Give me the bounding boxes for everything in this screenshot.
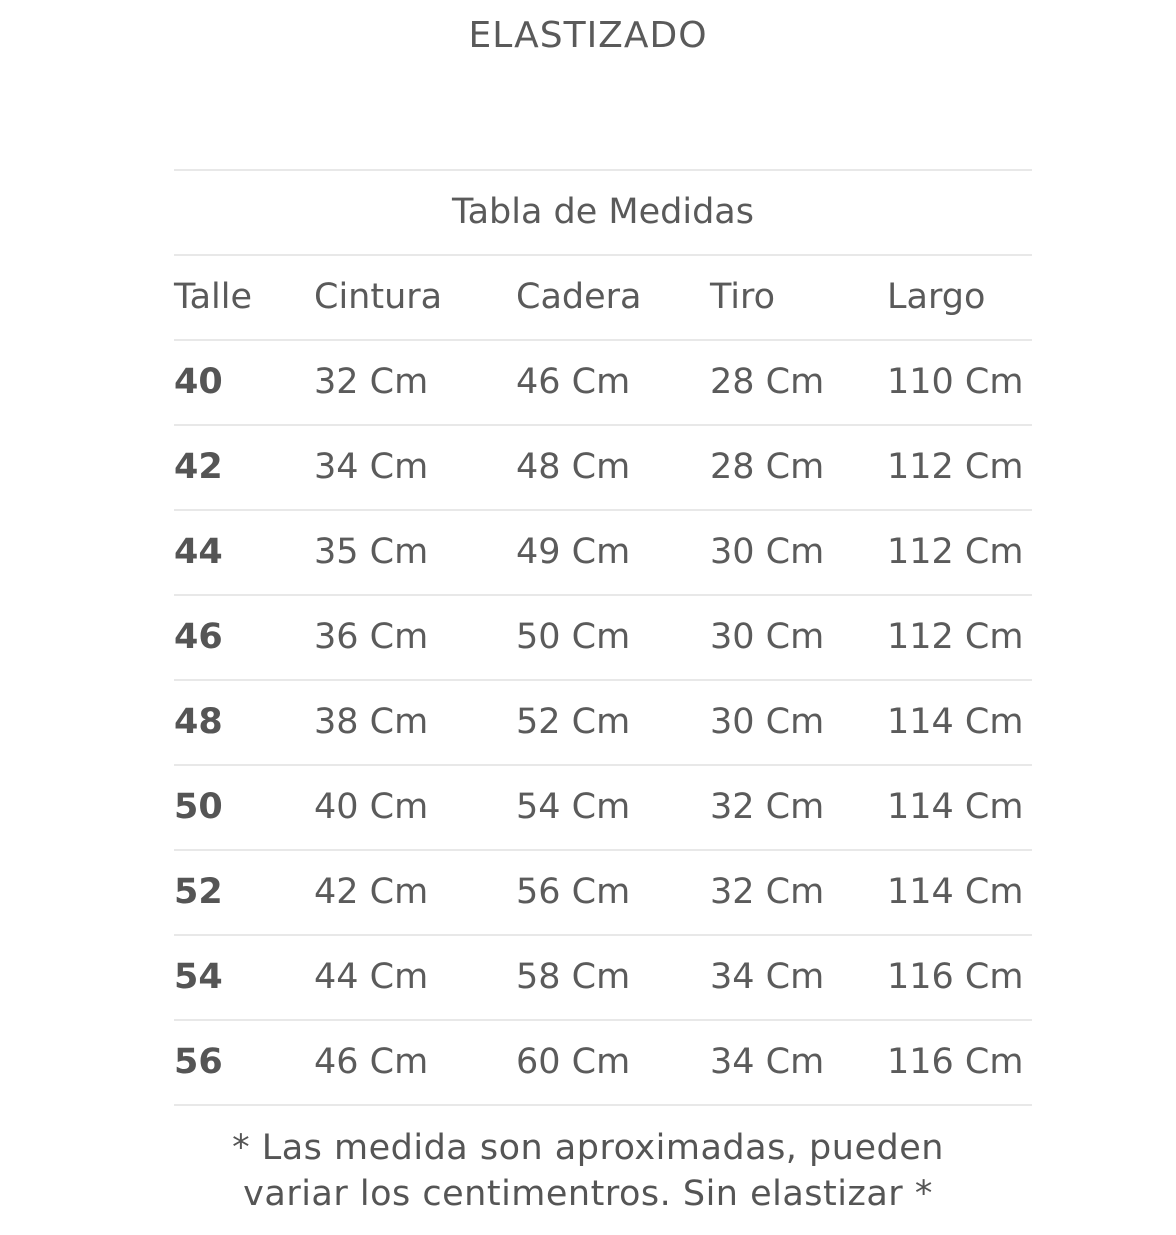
cell-cadera: 48 Cm [516,447,631,487]
cell-tiro: 30 Cm [710,617,825,657]
table-row [174,341,1032,426]
cell-largo: 114 Cm [887,872,1024,912]
cell-largo: 112 Cm [887,532,1024,572]
column-header-largo: Largo [887,277,986,317]
table-row [174,851,1032,936]
table-row [174,426,1032,511]
cell-cadera: 50 Cm [516,617,631,657]
cell-tiro: 32 Cm [710,872,825,912]
cell-talle: 46 [174,617,223,657]
cell-tiro: 32 Cm [710,787,825,827]
size-table [174,169,1032,1106]
cell-cadera: 54 Cm [516,787,631,827]
column-header-cintura: Cintura [314,277,443,317]
column-header-tiro: Tiro [710,277,776,317]
cell-largo: 110 Cm [887,362,1024,402]
cell-largo: 116 Cm [887,957,1024,997]
cell-cadera: 60 Cm [516,1042,631,1082]
cell-tiro: 30 Cm [710,532,825,572]
cell-largo: 114 Cm [887,787,1024,827]
cell-cintura: 40 Cm [314,787,429,827]
cell-cintura: 32 Cm [314,362,429,402]
cell-cadera: 52 Cm [516,702,631,742]
cell-cintura: 44 Cm [314,957,429,997]
cell-talle: 40 [174,362,223,402]
cell-largo: 112 Cm [887,617,1024,657]
cell-talle: 54 [174,957,223,997]
cell-largo: 114 Cm [887,702,1024,742]
cell-cintura: 38 Cm [314,702,429,742]
cell-cadera: 49 Cm [516,532,631,572]
cell-talle: 56 [174,1042,223,1082]
cell-talle: 52 [174,872,223,912]
page-heading: ELASTIZADO [468,15,708,56]
disclaimer-note [0,1125,1176,1217]
cell-cintura: 42 Cm [314,872,429,912]
cell-tiro: 28 Cm [710,362,825,402]
cell-cintura: 34 Cm [314,447,429,487]
cell-cadera: 46 Cm [516,362,631,402]
table-row [174,766,1032,851]
cell-tiro: 34 Cm [710,957,825,997]
cell-largo: 116 Cm [887,1042,1024,1082]
cell-tiro: 30 Cm [710,702,825,742]
table-title: Tabla de Medidas [452,192,754,232]
cell-cadera: 56 Cm [516,872,631,912]
cell-cintura: 36 Cm [314,617,429,657]
table-header-row [174,254,1032,341]
table-row [174,1021,1032,1106]
column-header-talle: Talle [174,277,253,317]
table-row [174,511,1032,596]
column-header-cadera: Cadera [516,277,642,317]
table-row [174,596,1032,681]
disclaimer-line-1: * Las medida son aproximadas, pueden [232,1128,944,1168]
cell-largo: 112 Cm [887,447,1024,487]
cell-talle: 44 [174,532,223,572]
cell-cadera: 58 Cm [516,957,631,997]
disclaimer-line-2: variar los centimentros. Sin elastizar * [243,1174,933,1214]
cell-talle: 48 [174,702,223,742]
table-row [174,681,1032,766]
cell-cintura: 35 Cm [314,532,429,572]
cell-cintura: 46 Cm [314,1042,429,1082]
table-row [174,936,1032,1021]
cell-tiro: 34 Cm [710,1042,825,1082]
cell-talle: 42 [174,447,223,487]
cell-tiro: 28 Cm [710,447,825,487]
cell-talle: 50 [174,787,223,827]
